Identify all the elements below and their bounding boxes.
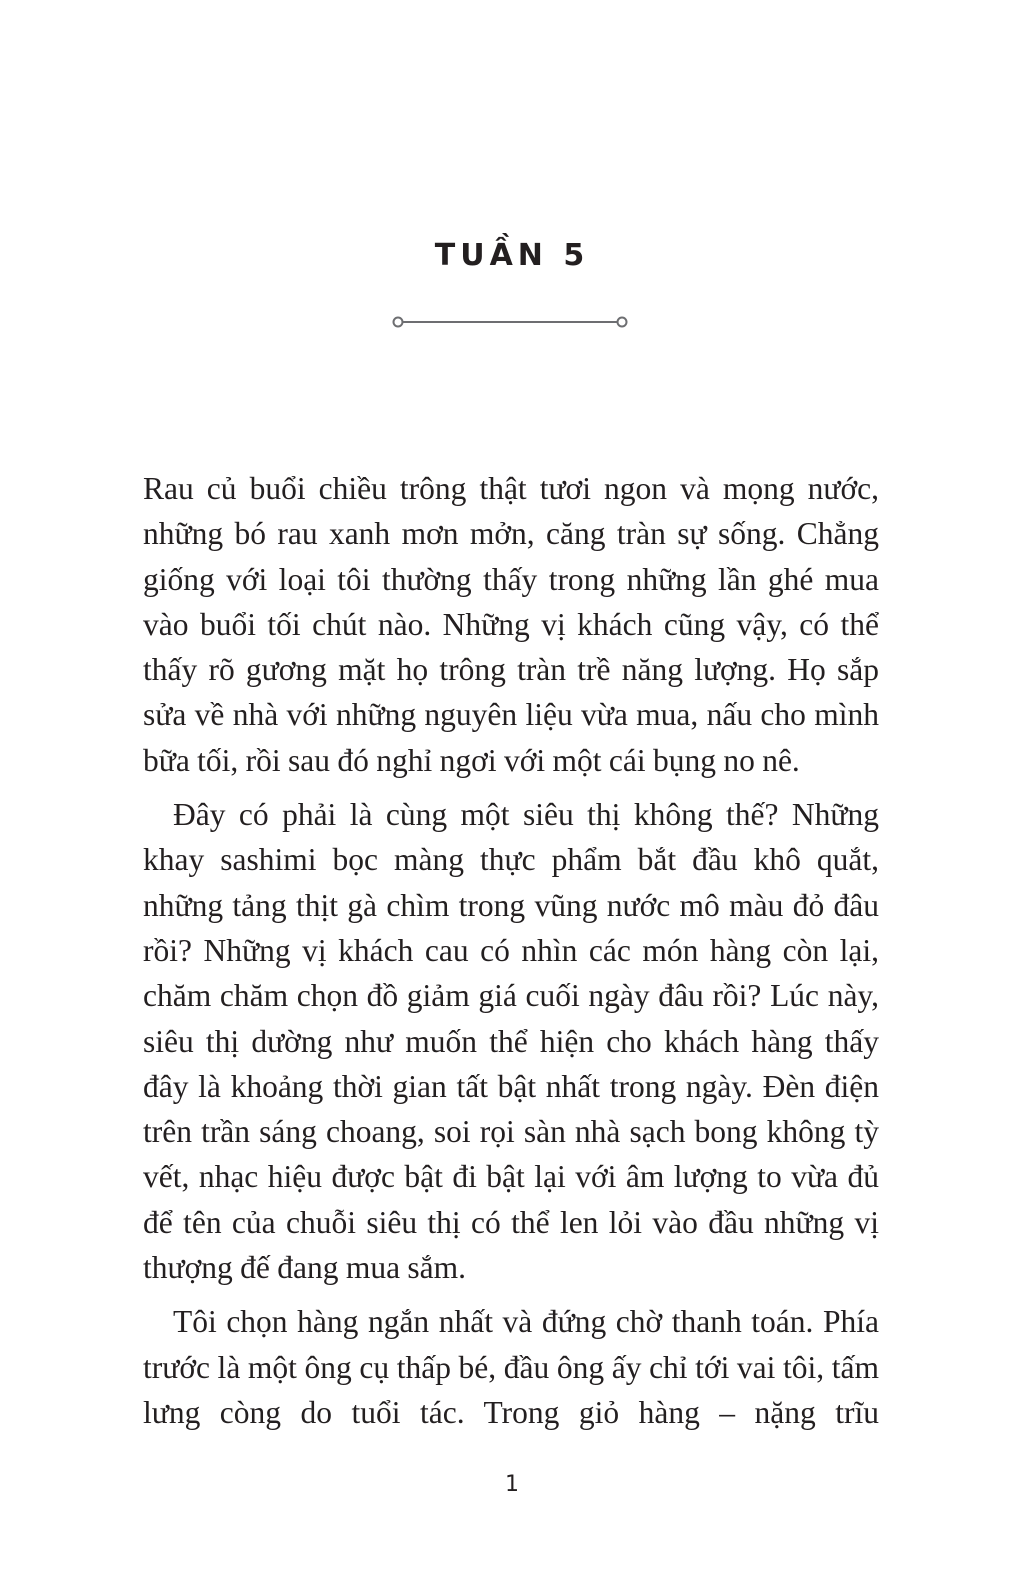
ornament-divider (392, 312, 628, 332)
chapter-title: TUẦN 5 (434, 238, 590, 273)
paragraph: Tôi chọn hàng ngắn nhất và đứng chờ thanh toán. Phía trước là một ông cụ thấp bé, đầu ông ấy chỉ tới vai tôi, tấm lưng còng do tuổi tác. Trong giỏ hàng – nặng trĩu (143, 1304, 879, 1430)
chapter-body (143, 466, 879, 1444)
paragraph: Đây có phải là cùng một siêu thị không thế? Những khay sashimi bọc màng thực phẩm bắt đầu khô quắt, những tảng thịt gà chìm trong vũng nước mô màu đỏ đâu rồi? Những vị khách cau có nhìn các món hàng còn lại, chăm chăm chọn đồ giảm giá cuối ngày đâu rồi? Lúc này, siêu thị dường như muốn thể hiện cho khách hàng thấy đây là khoảng thời gian tất bật nhất trong ngày. Đèn điện trên trần sáng choang, soi rọi sàn nhà sạch bong không tỳ vết, nhạc hiệu được bật đi bật lại với âm lượng to vừa đủ để tên của chuỗi siêu thị có thể len lỏi vào đầu những vị thượng đế đang mua sắm. (143, 797, 879, 1286)
page-number: 1 (505, 1472, 519, 1497)
paragraph: Rau củ buổi chiều trông thật tươi ngon và mọng nước, những bó rau xanh mơn mởn, căng tràn sự sống. Chẳng giống với loại tôi thường thấy trong những lần ghé mua vào buổi tối chút nào. Những vị khách cũng vậy, có thể thấy rõ gương mặt họ trông tràn trề năng lượng. Họ sắp sửa về nhà với những nguyên liệu vừa mua, nấu cho mình bữa tối, rồi sau đó nghỉ ngơi với một cái bụng no nê. (143, 471, 879, 778)
